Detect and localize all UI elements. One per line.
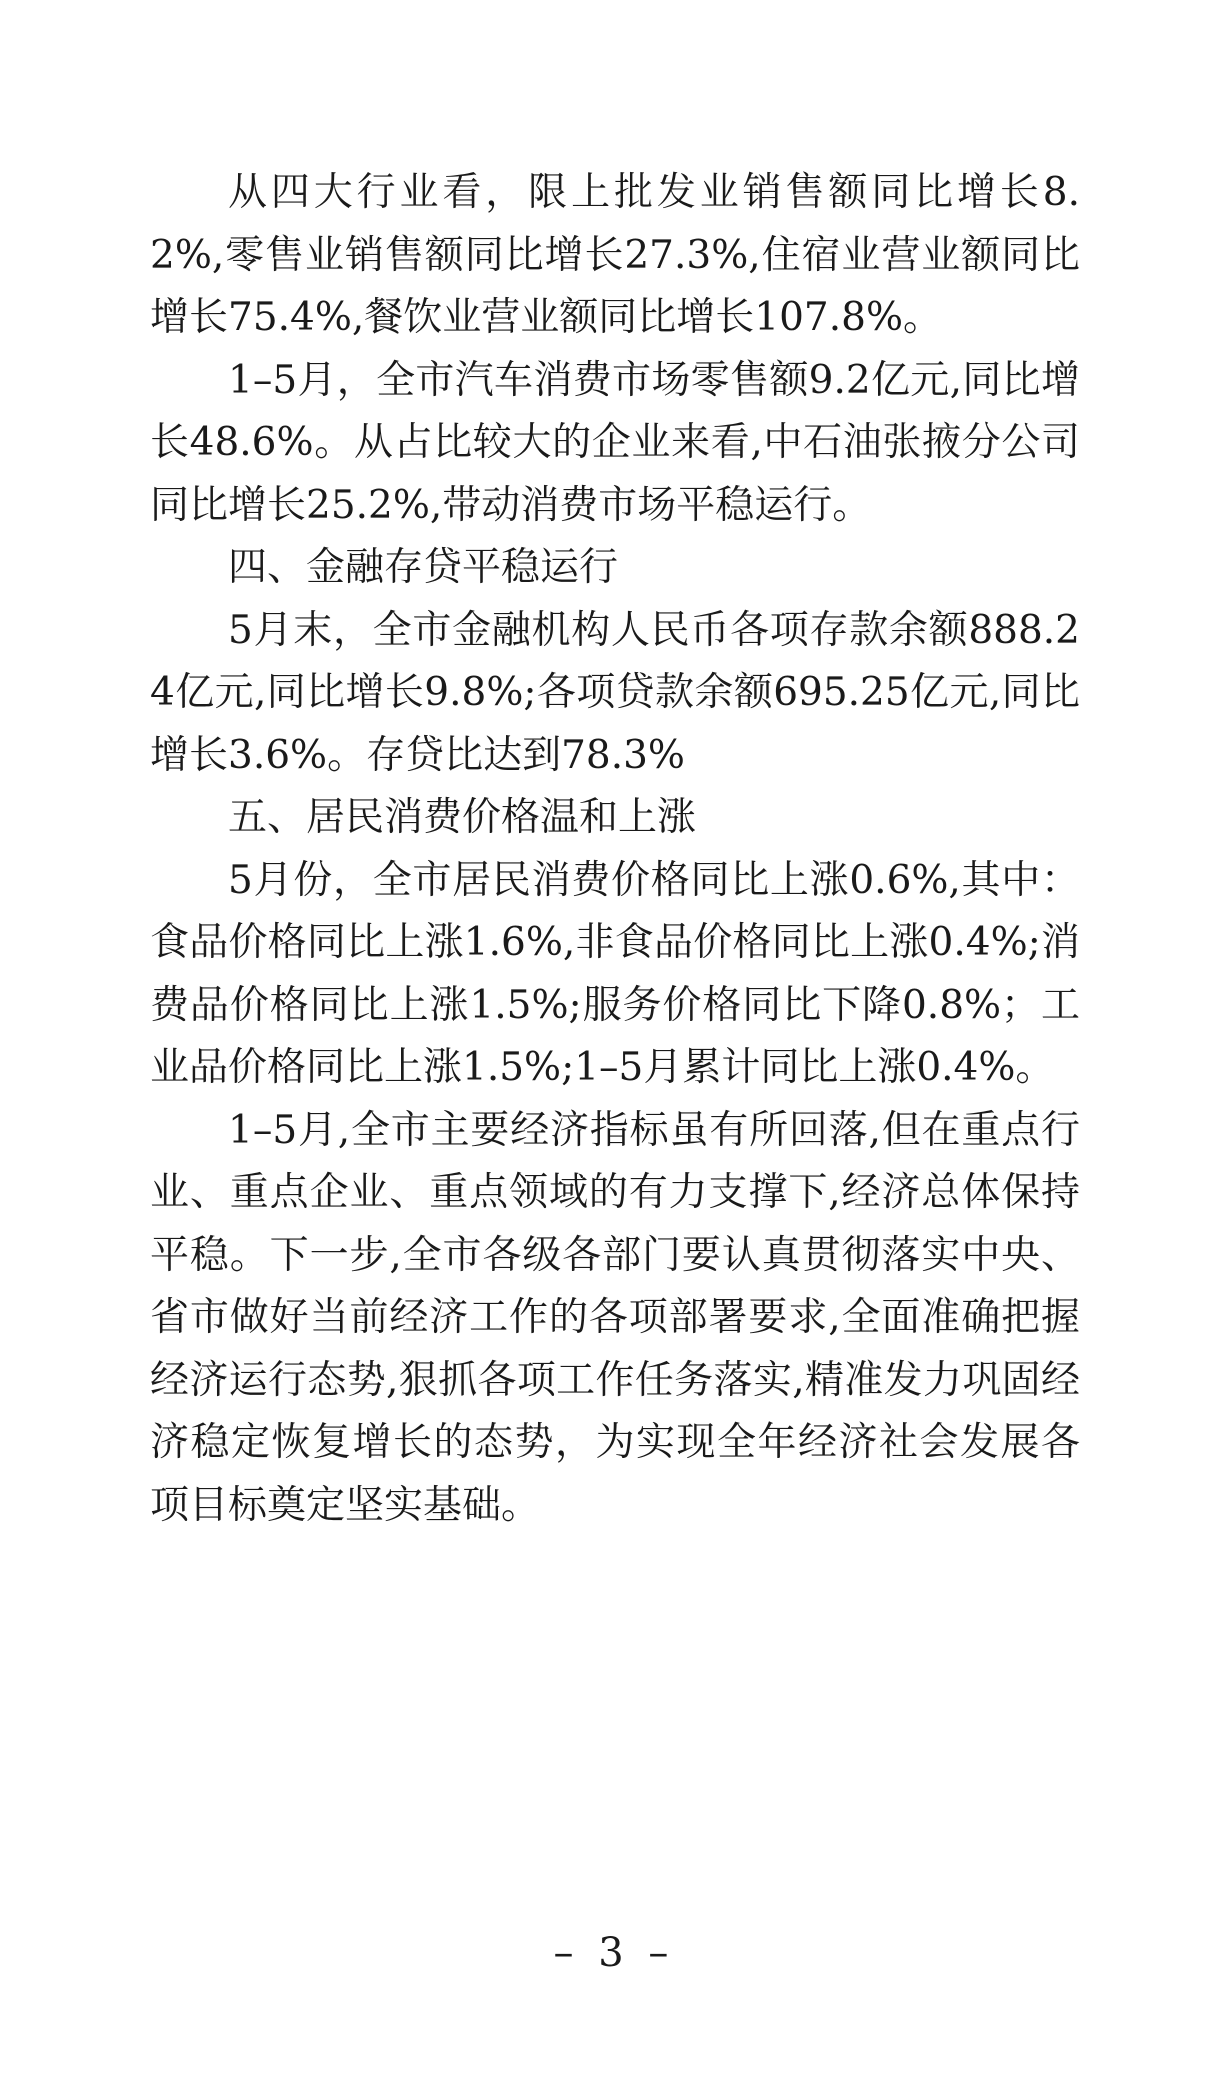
section-heading-finance: 四、金融存贷平稳运行 [228, 545, 619, 590]
section-heading-cpi: 五、居民消费价格温和上涨 [228, 795, 697, 840]
paragraph-industry-sales: 从四大行业看，限上批发业销售额同比增长8.2%,零售业销售额同比增长27.3%,住宿业营业额同比增长75.4%,餐饮业营业额同比增长107.8%。 [150, 170, 1080, 340]
page-number: – 3 – [553, 1930, 675, 1976]
paragraph-deposits-loans: 5月末，全市金融机构人民币各项存款余额888.24亿元,同比增长9.8%;各项贷款余额695.25亿元,同比增长3.6%。存贷比达到78.3% [150, 607, 1080, 778]
paragraph-consumer-prices: 5月份，全市居民消费价格同比上涨0.6%,其中：食品价格同比上涨1.6%,非食品价格同比上涨0.4%;消费品价格同比上涨1.5%;服务价格同比下降0.8%；工业品价格同比上涨1.5%;1–5月累计同比上涨0.4%。 [150, 857, 1080, 1090]
paragraph-summary-outlook: 1–5月,全市主要经济指标虽有所回落,但在重点行业、重点企业、重点领域的有力支撑下,经济总体保持平稳。下一步,全市各级各部门要认真贯彻落实中央、省市做好当前经济工作的各项部署要求,全面准确把握经济运行态势,狠抓各项工作任务落实,精准发力巩固经济稳定恢复增长的态势，为实现全年经济社会发展各项目标奠定坚实基础。 [150, 1107, 1080, 1528]
document-body [150, 162, 1080, 1537]
paragraph-auto-consumption: 1–5月，全市汽车消费市场零售额9.2亿元,同比增长48.6%。从占比较大的企业来看,中石油张掖分公司同比增长25.2%,带动消费市场平稳运行。 [150, 357, 1080, 528]
